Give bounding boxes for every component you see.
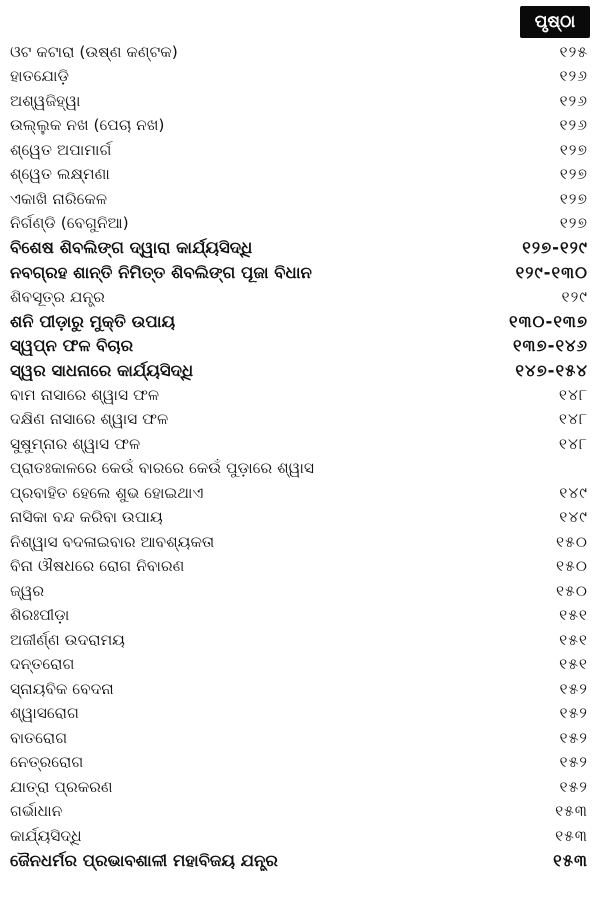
toc-entry (0, 824, 600, 848)
toc-entry-pages: ୧୨୭ (559, 189, 588, 208)
toc-entry (0, 40, 600, 64)
toc-entry-title: ଶ୍ୱେତ ଅପାମାର୍ଗ (10, 140, 112, 159)
toc-entry-pages: ୧୫୨ (559, 679, 588, 698)
toc-entry (0, 702, 600, 726)
toc-entry-title: ଶନି ପୀଡ଼ାରୁ ମୁକ୍ତି ଉପାୟ (10, 311, 176, 331)
toc-entry-pages: ୧୨୬ (559, 91, 588, 110)
toc-entry-title: ଗର୍ଭାଧାନ (10, 802, 63, 820)
toc-entry (0, 555, 600, 579)
toc-entry-pages: ୧୫୧ (559, 606, 588, 624)
toc-entry-title: ନବଗ୍ରହ ଶାନ୍ତି ନିମିତ୍ତ ଶିବଲିଙ୍ଗ ପୂଜା ବିଧାନ (10, 262, 312, 282)
toc-entry (0, 579, 600, 603)
toc-entry (0, 359, 600, 383)
toc-entry-title: ଦନ୍ତରୋଗ (10, 655, 75, 673)
toc-entry (0, 310, 600, 334)
toc-entry-pages: ୧୪୯ (559, 508, 588, 526)
toc-entry (0, 530, 600, 554)
toc-entry (0, 481, 600, 505)
toc-entry (0, 65, 600, 89)
toc-entry (0, 775, 600, 799)
toc-entry-pages: ୧୪୮ (558, 434, 588, 453)
toc-entry-title: ଓଟ କଟାରା (ଉଷ୍ଣ କଣ୍ଟକ) (10, 42, 178, 61)
toc-entry-pages: ୧୨୬ (559, 67, 588, 85)
toc-entry-pages: ୧୫୦ (556, 581, 588, 600)
toc-entry (0, 212, 600, 236)
toc-entry-title: ପ୍ରାତଃକାଳରେ କେଉଁ ବାରରେ କେଉଁ ପୁଡ଼ାରେ ଶ୍ୱାସ (10, 459, 314, 477)
toc-entry (0, 334, 600, 358)
toc-entry-pages: ୧୨୬ (559, 116, 588, 134)
toc-entry-title: ଜୈନଧର୍ମର ପ୍ରଭାବଶାଳୀ ମହାବିଜୟ ଯନ୍ତ୍ର (10, 850, 278, 870)
toc-entry-pages: ୧୫୩ (555, 802, 588, 820)
toc-entry-pages: ୧୨୫ (559, 42, 588, 61)
toc-entry-title: ଶିରଃପୀଡ଼ା (10, 606, 70, 624)
toc-entry-title: ଶ୍ୱେତ ଲକ୍ଷ୍ମଣା (10, 165, 110, 183)
toc-entry-title: ସୁଷୁମ୍ନାର ଶ୍ୱାସ ଫଳ (10, 434, 141, 453)
toc-entry-pages: ୧୨୭ (559, 214, 588, 232)
toc-entry (0, 457, 600, 481)
toc-entry-title: ଯାତ୍ରା ପ୍ରକରଣ (10, 777, 113, 796)
toc-entry-pages: ୧୨୭ (559, 140, 588, 159)
toc-entry (0, 726, 600, 750)
toc-entry-pages: ୧୨୭ (559, 165, 588, 183)
toc-entry-pages: ୧୫୨ (559, 753, 588, 771)
toc-entry-title: ନିର୍ଗଣ୍ଡି (ବେଗୁନିଆ) (10, 214, 129, 232)
toc-entry-title: ନାସିକା ବନ୍ଦ କରିବା ଉପାୟ (10, 508, 163, 526)
toc-entry-pages: ୧୩୦-୧୩୭ (508, 311, 588, 331)
toc-entry-pages: ୧୫୦ (556, 532, 588, 551)
toc-entry (0, 261, 600, 285)
toc-entry-title: ଏକାଖି ନାରିକେଳ (10, 189, 108, 208)
toc-entry (0, 628, 600, 652)
toc-entry-pages: ୧୫୧ (559, 630, 588, 649)
toc-entry-title: ସ୍ନାୟବିକ ବେଦନା (10, 679, 114, 698)
toc-entry-title: ପ୍ରବାହିତ ହେଲେ ଶୁଭ ହୋଇଥାଏ (10, 483, 204, 502)
toc-entry-title: ଜ୍ୱର (10, 581, 45, 600)
toc-entry-title: ବାତରୋଗ (10, 728, 68, 747)
toc-entry-pages: ୧୫୨ (559, 777, 588, 796)
toc-entry-title: ବିନା ଔଷଧରେ ରୋଗ ନିବାରଣ (10, 557, 185, 575)
toc-entry (0, 163, 600, 187)
toc-entry-pages: ୧୪୮ (558, 385, 588, 404)
toc-entry (0, 432, 600, 456)
toc-entry (0, 604, 600, 628)
toc-entry-pages: ୧୫୩ (553, 850, 588, 870)
toc-entry-title: ଅଶ୍ୱଜିହ୍ୱା (10, 91, 81, 110)
toc-entry-title: ଶିବସୂତ୍ର ଯନ୍ତ୍ର (10, 287, 105, 306)
toc-entry-title: ବିଶେଷ ଶିବଲିଙ୍ଗ ଦ୍ୱାରା କାର୍ଯ୍ୟସିଦ୍ଧି (10, 238, 253, 257)
toc-entry (0, 285, 600, 309)
toc-entry (0, 114, 600, 138)
toc-entry (0, 677, 600, 701)
toc-entry-pages: ୧୪୯ (559, 483, 588, 502)
toc-entry-pages: ୧୫୦ (556, 557, 588, 575)
toc-entry-pages: ୧୪୭-୧୫୪ (515, 360, 588, 380)
toc-entry-pages: ୧୩୭-୧୪୬ (512, 336, 588, 355)
toc-entry-pages: ୧୫୨ (559, 704, 588, 722)
toc-entry-title: ହାତଯୋଡ଼ି (10, 67, 69, 85)
toc-entry-pages: ୧୨୯ (561, 287, 588, 306)
toc-entry-title: ସ୍ୱର ସାଧନାରେ କାର୍ଯ୍ୟସିଦ୍ଧି (10, 360, 194, 380)
toc-entry-pages: ୧୨୯-୧୩୦ (515, 262, 588, 282)
toc-entry (0, 408, 600, 432)
toc-entry-title: ନେତ୍ରରୋଗ (10, 753, 84, 771)
toc-entry (0, 800, 600, 824)
toc-entry (0, 849, 600, 873)
toc-entry (0, 187, 600, 211)
toc-entry-title: କାର୍ଯ୍ୟସିଦ୍ଧି (10, 826, 82, 845)
toc-entry-pages: ୧୫୩ (555, 826, 588, 845)
toc-entry-title: ଶ୍ୱାସରୋଗ (10, 704, 79, 722)
toc-entry-pages: ୧୫୨ (559, 728, 588, 747)
toc-entry-pages: ୧୪୮ (558, 410, 588, 428)
toc-entry (0, 89, 600, 113)
toc-entry (0, 751, 600, 775)
toc-entry (0, 653, 600, 677)
toc-entry-title: ଦକ୍ଷିଣ ନାସାରେ ଶ୍ୱାସ ଫଳ (10, 410, 169, 428)
toc-entry (0, 138, 600, 162)
toc-entry-pages: ୧୫୧ (559, 655, 588, 673)
toc-entry (0, 506, 600, 530)
toc-entry-pages: ୧୨୭-୧୨୯ (522, 238, 588, 257)
toc-entry-title: ବାମ ନାସାରେ ଶ୍ୱାସ ଫଳ (10, 385, 160, 404)
page-column-label: ପୃଷ୍ଠା (520, 6, 590, 38)
toc-entry-title: ଉଲ୍ଲୁକ ନଖ (ପେଚା ନଖ) (10, 116, 165, 134)
toc-entry (0, 236, 600, 260)
toc-entry-title: ଅଜୀର୍ଣ୍ଣ ଉଦରାମୟ (10, 630, 125, 649)
toc-entry (0, 383, 600, 407)
toc-entry-title: ସ୍ୱପ୍ନ ଫଳ ବିଚାର (10, 336, 134, 355)
toc-entry-title: ନିଶ୍ୱାସ ବଦଳାଇବାର ଆବଶ୍ୟକତା (10, 532, 215, 551)
